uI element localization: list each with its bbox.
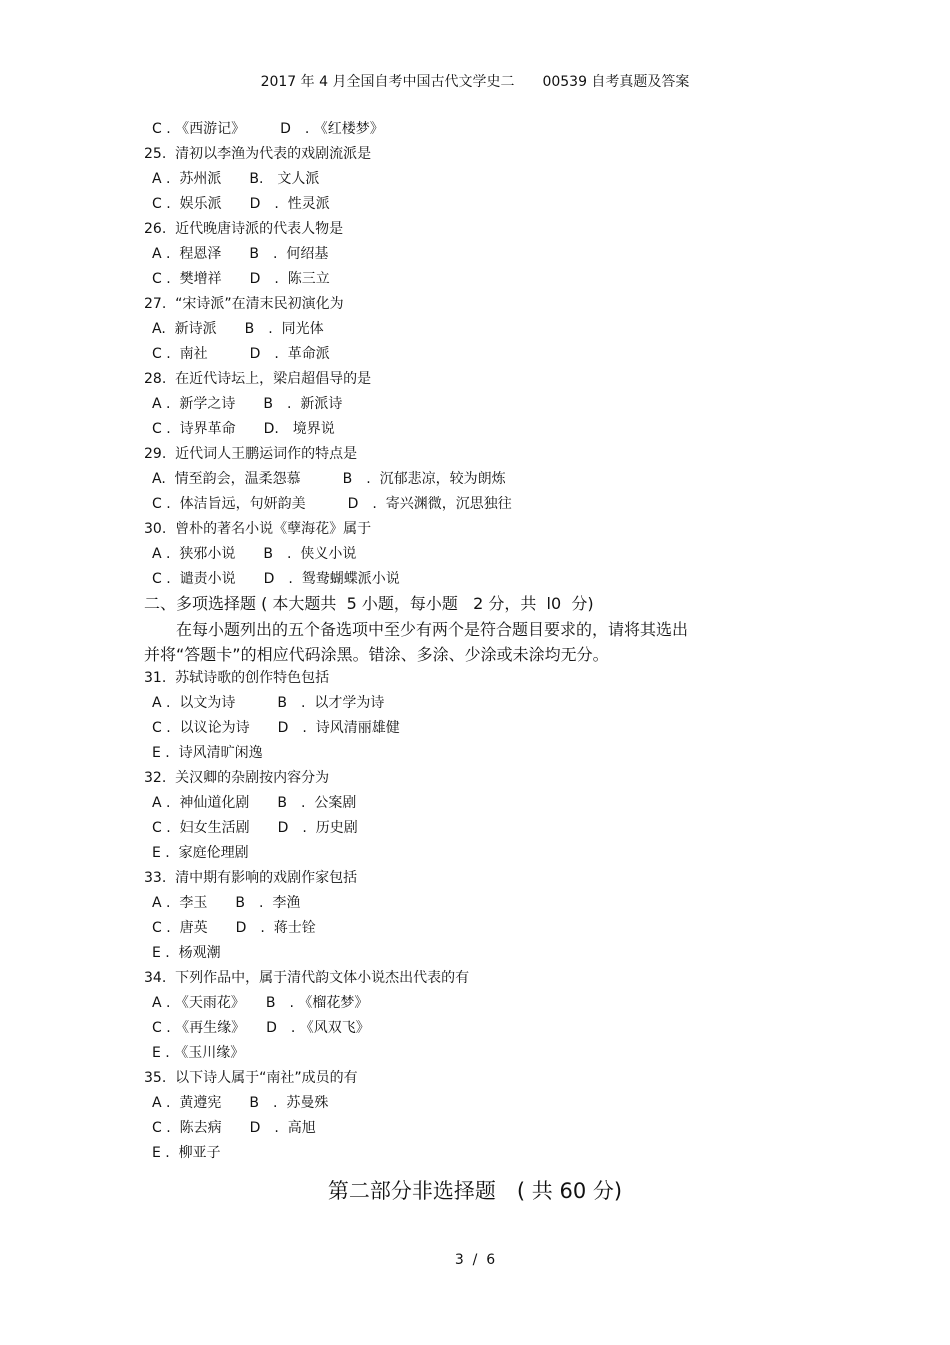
option-line: E . 柳亚子 xyxy=(152,1145,221,1161)
option-line: E . 家庭伦理剧 xyxy=(152,845,249,861)
question-stem: 27. “宋诗派”在清末民初演化为 xyxy=(144,296,344,312)
question-stem: 25. 清初以李渔为代表的戏剧流派是 xyxy=(144,146,372,162)
option-line: A . 黄遵宪 B . 苏曼殊 xyxy=(152,1095,329,1111)
option-line: A . 程恩泽 B . 何绍基 xyxy=(152,246,329,262)
instruction-paragraph: 并将“答题卡”的相应代码涂黑。错涂、多涂、少涂或未涂均无分。 xyxy=(144,645,609,664)
part-two-heading: 第二部分非选择题 ( 共 60 分) xyxy=(327,1179,623,1203)
option-line: C . 陈去病 D . 高旭 xyxy=(152,1120,316,1136)
page-header: 2017 年 4 月全国自考中国古代文学史二 00539 自考真题及答案 xyxy=(260,74,690,90)
option-line: A . 苏州派 B. 文人派 xyxy=(152,171,320,187)
option-line: C . 唐英 D . 蒋士铨 xyxy=(152,920,316,936)
question-stem: 33. 清中期有影响的戏剧作家包括 xyxy=(144,870,358,886)
option-line: A . 新学之诗 B . 新派诗 xyxy=(152,396,343,412)
option-line: A . 狭邪小说 B . 侠义小说 xyxy=(152,546,357,562)
instruction-paragraph: 在每小题列出的五个备选项中至少有两个是符合题目要求的，请将其选出 xyxy=(144,620,689,639)
question-stem: 28. 在近代诗坛上，梁启超倡导的是 xyxy=(144,371,372,387)
option-line: C . 妇女生活剧 D . 历史剧 xyxy=(152,820,358,836)
option-line: A. 新诗派 B . 同光体 xyxy=(152,321,324,337)
option-line: C . 体洁旨远，句妍韵美 D . 寄兴渊微，沉思独往 xyxy=(152,496,512,512)
option-line: E . 诗风清旷闲逸 xyxy=(152,745,263,761)
option-line: A . 神仙道化剧 B . 公案剧 xyxy=(152,795,357,811)
option-line: A . 《天雨花》 B . 《榴花梦》 xyxy=(152,995,369,1011)
question-stem: 34. 下列作品中，属于清代韵文体小说杰出代表的有 xyxy=(144,970,470,986)
option-line: C . 娱乐派 D . 性灵派 xyxy=(152,196,330,212)
option-line: C . 谴责小说 D . 鸳鸯蝴蝶派小说 xyxy=(152,571,400,587)
option-line: A. 情至韵会，温柔怨慕 B . 沉郁悲凉，较为朗炼 xyxy=(152,471,506,487)
question-stem: 29. 近代词人王鹏运词作的特点是 xyxy=(144,446,358,462)
option-line: C . 樊增祥 D . 陈三立 xyxy=(152,271,330,287)
option-line: E . 杨观潮 xyxy=(152,945,221,961)
option-line: C . 《西游记》 D . 《红楼梦》 xyxy=(152,121,384,137)
option-line: E . 《玉川缘》 xyxy=(152,1045,245,1061)
question-stem: 31. 苏轼诗歌的创作特色包括 xyxy=(144,670,330,686)
question-stem: 26. 近代晚唐诗派的代表人物是 xyxy=(144,221,344,237)
option-line: A . 以文为诗 B . 以才学为诗 xyxy=(152,695,385,711)
page-number: 3 / 6 xyxy=(454,1252,496,1268)
option-line: C . 诗界革命 D. 境界说 xyxy=(152,421,335,437)
option-line: C . 南社 D . 革命派 xyxy=(152,346,330,362)
section-heading: 二、多项选择题 ( 本大题共 5 小题，每小题 2 分，共 l0 分) xyxy=(144,594,594,613)
question-stem: 35. 以下诗人属于“南社”成员的有 xyxy=(144,1070,358,1086)
question-stem: 32. 关汉卿的杂剧按内容分为 xyxy=(144,770,330,786)
option-line: C . 以议论为诗 D . 诗风清丽雄健 xyxy=(152,720,400,736)
option-line: A . 李玉 B . 李渔 xyxy=(152,895,301,911)
option-line: C . 《再生缘》 D . 《风双飞》 xyxy=(152,1020,370,1036)
question-stem: 30. 曾朴的著名小说《孽海花》属于 xyxy=(144,521,372,537)
